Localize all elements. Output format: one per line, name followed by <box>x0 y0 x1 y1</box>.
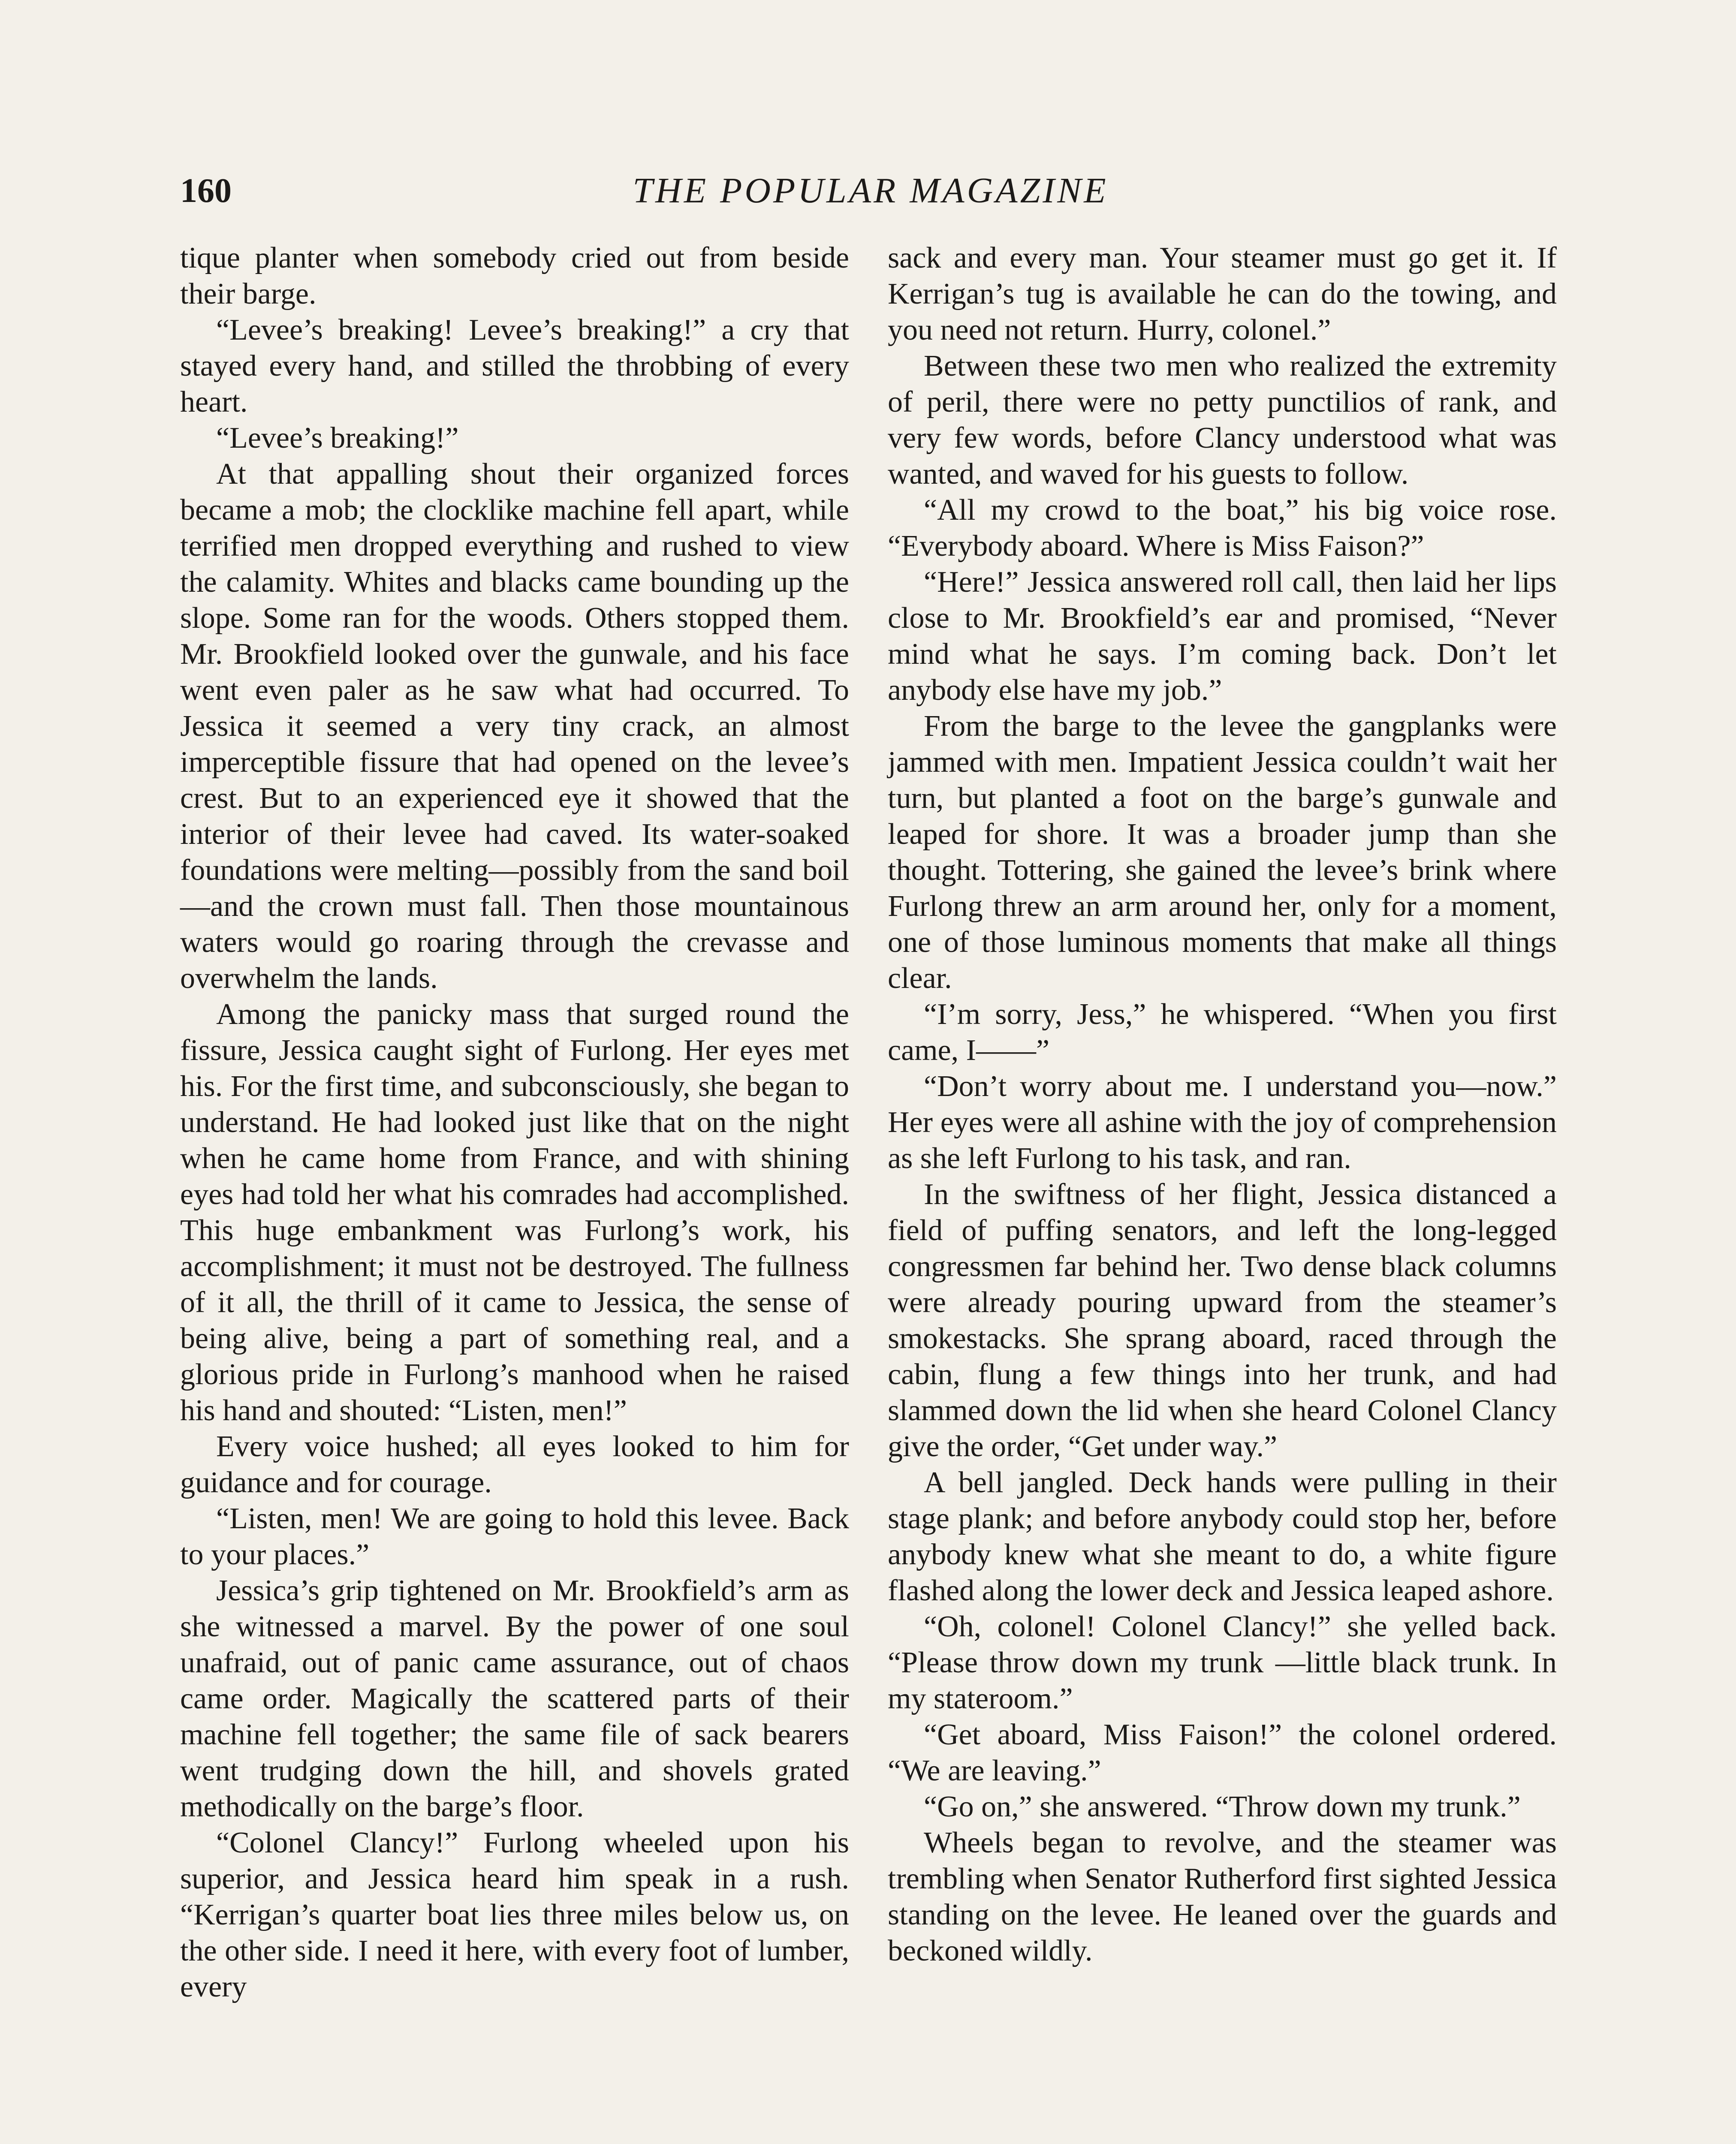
paragraph: “Levee’s breaking!” <box>216 422 459 455</box>
paragraph: “Levee’s breaking! Levee’s breaking!” a cry that stayed every hand, and stilled the throbbing of every heart. <box>180 313 849 419</box>
paragraph: Between these two men who realized the extremity of peril, there were no petty punctilios of rank, and very few words, before Clancy understood what was wanted, and waved for his guests to follow. <box>888 349 1557 491</box>
running-title: THE POPULAR MAGAZINE <box>633 171 1109 211</box>
paragraph: “Go on,” she answered. “Throw down my trunk.” <box>924 1790 1521 1823</box>
paragraph: At that appalling shout their organized forces became a mob; the clocklike machine fell apart, while terrified men dropped everything and rushed to view the calamity. Whites and blacks came bounding up the slope. Some ran for the woods. Others stopped them. Mr. Brookfield looked over the gunwale, and his face went even paler as he saw what had occurred. To Jessica it seemed a very tiny crack, an almost imperceptible fissure that had opened on the levee’s crest. But to an experienced eye it showed that the interior of their levee had caved. Its water-soaked foundations were melting—possibly from the sand boil—and the crown must fall. Then those mountainous waters would go roaring through the crevasse and overwhelm the lands. <box>180 458 849 995</box>
paragraph: Every voice hushed; all eyes looked to him for guidance and for courage. <box>180 1430 849 1499</box>
paragraph: Jessica’s grip tightened on Mr. Brookfield’s arm as she witnessed a marvel. By the power of one soul unafraid, out of panic came assurance, out of chaos came order. Magically the scattered parts of their machine fell together; the same file of sack bearers went trudging down the hill, and shovels grated methodically on the barge’s floor. <box>180 1574 849 1823</box>
paragraph: sack and every man. Your steamer must go get it. If Kerrigan’s tug is available he can do the towing, and you need not return. Hurry, colonel.” <box>888 241 1557 346</box>
paragraph: “Don’t worry about me. I understand you—now.” Her eyes were all ashine with the joy of comprehension as she left Furlong to his task, and ran. <box>888 1070 1557 1175</box>
paragraph: “Here!” Jessica answered roll call, then laid her lips close to Mr. Brookfield’s ear and promised, “Never mind what he says. I’m coming back. Don’t let anybody else have my job.” <box>888 566 1557 707</box>
paragraph: From the barge to the levee the gangplanks were jammed with men. Impatient Jessica couldn’t wait her turn, but planted a foot on the barge’s gunwale and leaped for shore. It was a broader jump than she thought. Tottering, she gained the levee’s brink where Furlong threw an arm around her, only for a moment, one of those luminous moments that make all things clear. <box>888 710 1557 995</box>
right-column <box>888 240 1557 1969</box>
paragraph: A bell jangled. Deck hands were pulling in their stage plank; and before anybody could stop her, before anybody knew what she meant to do, a white figure flashed along the lower deck and Jessica leaped ashore. <box>888 1466 1557 1607</box>
paragraph: Wheels began to revolve, and the steamer was trembling when Senator Rutherford first sighted Jessica standing on the levee. He leaned over the guards and beckoned wildly. <box>888 1826 1557 1967</box>
paragraph: Among the panicky mass that surged round the fissure, Jessica caught sight of Furlong. Her eyes met his. For the first time, and subconsciously, she began to understand. He had looked just like that on the night when he came home from France, and with shining eyes had told her what his comrades had accomplished. This huge embankment was Furlong’s work, his accomplishment; it must not be destroyed. The fullness of it all, the thrill of it came to Jessica, the sense of being alive, being a part of something real, and a glorious pride in Furlong’s manhood when he raised his hand and shouted: “Listen, men!” <box>180 998 849 1427</box>
left-column <box>180 240 849 2005</box>
page-number: 160 <box>180 172 232 210</box>
paragraph: tique planter when somebody cried out from beside their barge. <box>180 241 849 310</box>
page-header <box>180 165 1561 217</box>
paragraph: “Colonel Clancy!” Furlong wheeled upon his superior, and Jessica heard him speak in a rush. “Kerrigan’s quarter boat lies three miles below us, on the other side. I need it here, with every foot of lumber, every <box>180 1826 849 2003</box>
paragraph: “Listen, men! We are going to hold this levee. Back to your places.” <box>180 1502 849 1571</box>
paragraph: In the swiftness of her flight, Jessica distanced a field of puffing senators, and left the long-legged congressmen far behind her. Two dense black columns were already pouring upward from the steamer’s smokestacks. She sprang aboard, raced through the cabin, flung a few things into her trunk, and had slammed down the lid when she heard Colonel Clancy give the order, “Get under way.” <box>888 1178 1557 1463</box>
paragraph: “All my crowd to the boat,” his big voice rose. “Everybody aboard. Where is Miss Faison?” <box>888 494 1557 563</box>
paragraph: “Oh, colonel! Colonel Clancy!” she yelled back. “Please throw down my trunk —little black trunk. In my stateroom.” <box>888 1610 1557 1715</box>
paragraph: “I’m sorry, Jess,” he whispered. “When you first came, I——” <box>888 998 1557 1067</box>
paragraph: “Get aboard, Miss Faison!” the colonel ordered. “We are leaving.” <box>888 1718 1557 1787</box>
